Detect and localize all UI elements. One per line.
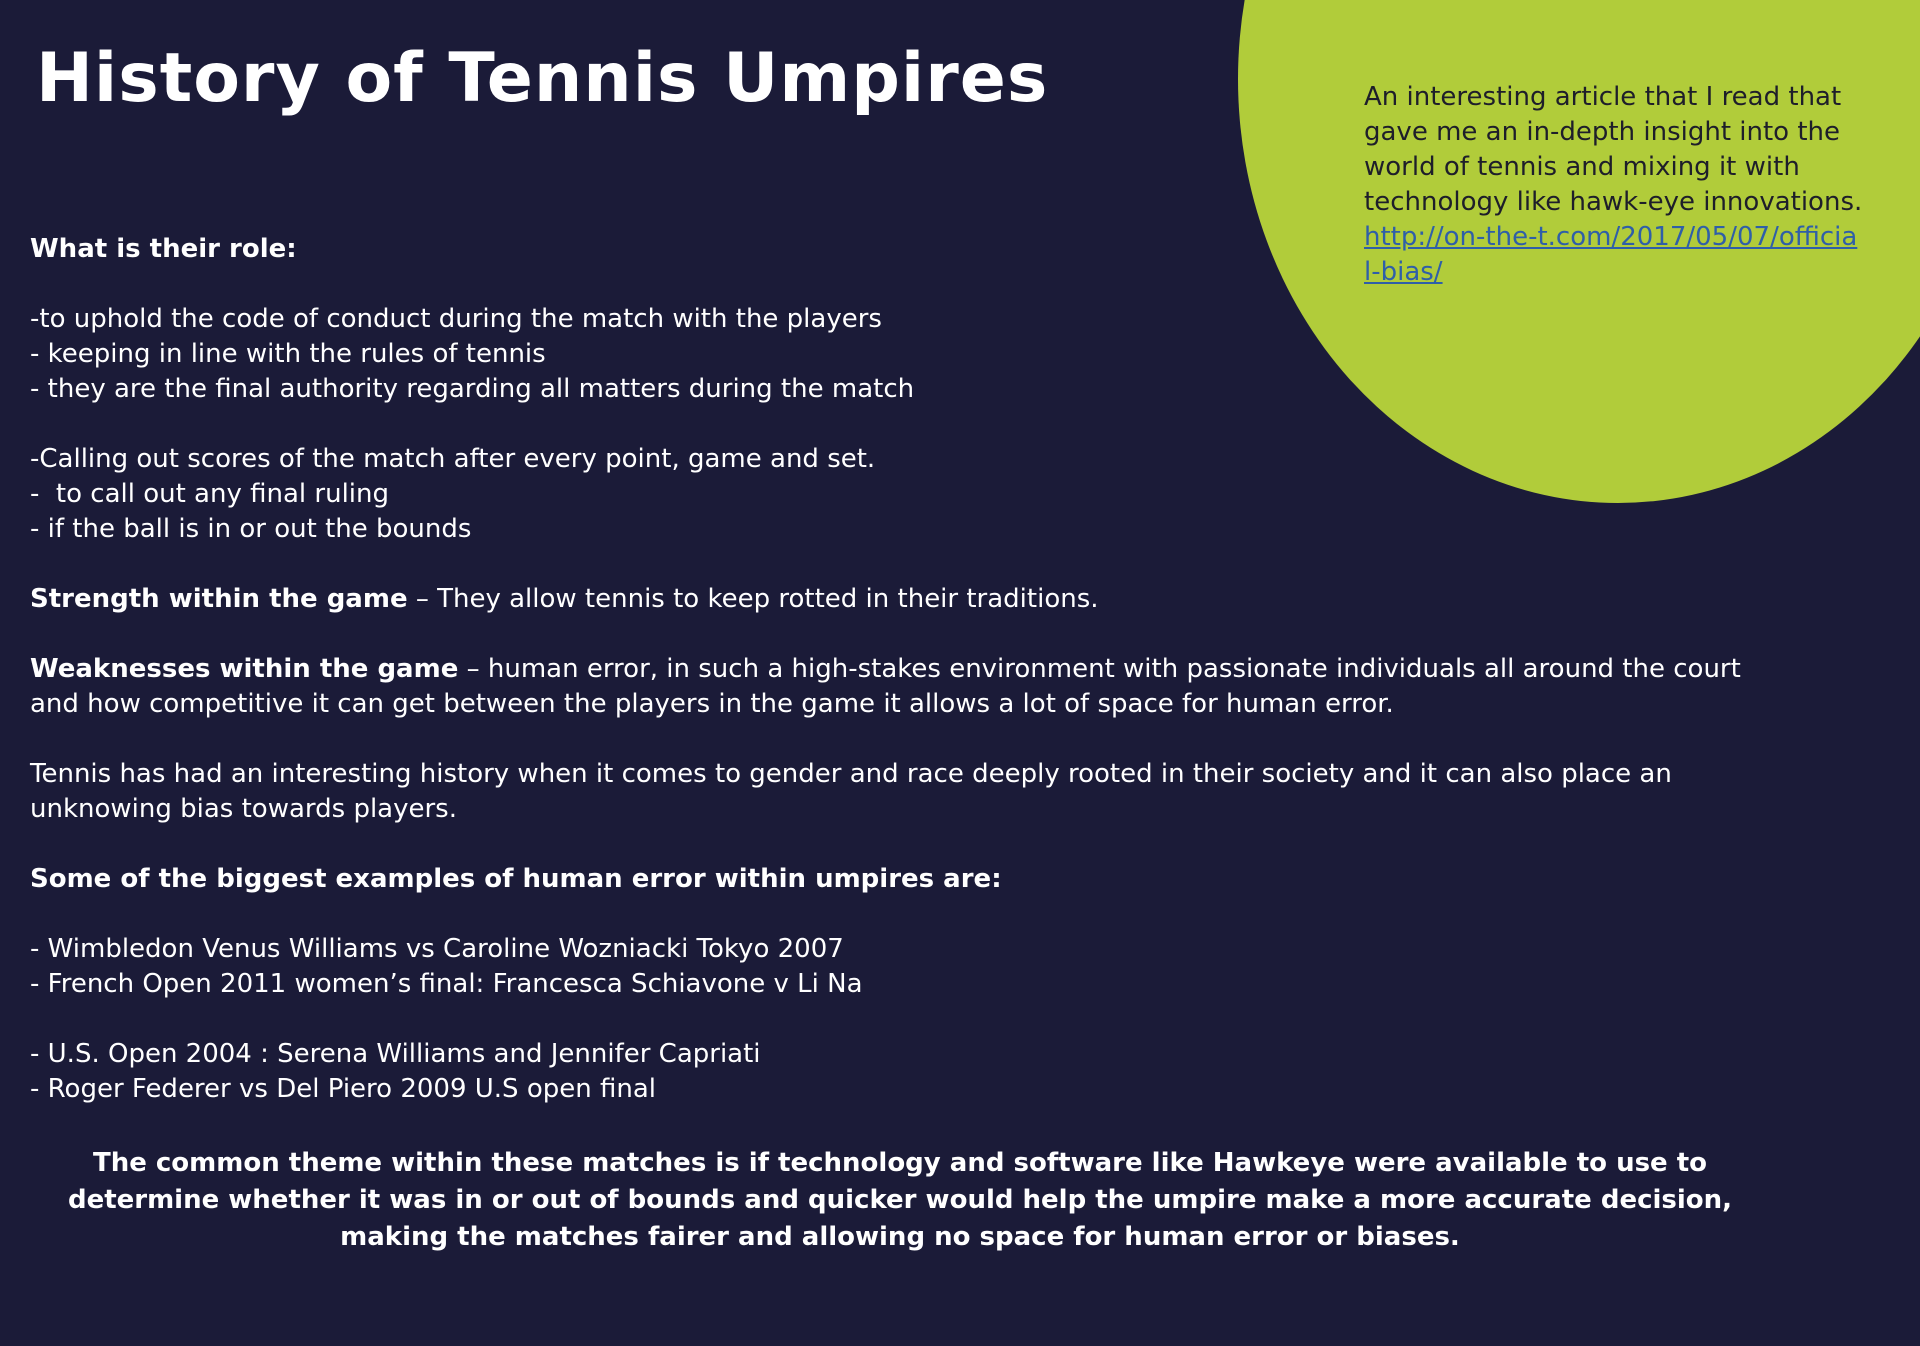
- example-item: - U.S. Open 2004 : Serena Williams and Jennifer Capriati: [30, 1039, 761, 1069]
- weaknesses-text: – human error, in such a high-stakes environment with passionate individuals all around the court and how competitive it can get between the players in the game it allows a lot of space for human error.: [30, 654, 1741, 719]
- history-paragraph: Tennis has had an interesting history when it comes to gender and race deeply rooted in their society and it can also place an unknowing bias towards players.: [30, 759, 1672, 824]
- main-content: [30, 232, 1770, 1107]
- example-item: - Wimbledon Venus Williams vs Caroline Wozniacki Tokyo 2007: [30, 934, 844, 964]
- example-item: - Roger Federer vs Del Piero 2009 U.S open final: [30, 1074, 656, 1104]
- strength-paragraph: [30, 582, 1770, 617]
- strength-text: – They allow tennis to keep rotted in their traditions.: [407, 584, 1099, 614]
- page-title: History of Tennis Umpires: [36, 39, 1049, 118]
- role-heading: What is their role:: [30, 234, 297, 264]
- examples-heading: Some of the biggest examples of human error within umpires are:: [30, 864, 1002, 894]
- article-note-text: An interesting article that I read that gave me an in-depth insight into the world of tennis and mixing it with technology like hawk-eye innovations.: [1364, 82, 1863, 217]
- article-link[interactable]: http://on-the-t.com/2017/05/07/official-bias/: [1364, 222, 1858, 287]
- role-item: -to uphold the code of conduct during the match with the players: [30, 304, 882, 334]
- role-item: - to call out any final ruling: [30, 479, 389, 509]
- strength-label: Strength within the game: [30, 584, 408, 614]
- weaknesses-paragraph: [30, 652, 1770, 722]
- role-item: - they are the final authority regarding all matters during the match: [30, 374, 915, 404]
- conclusion-paragraph: The common theme within these matches is if technology and software like Hawkeye were available to use to determine whether it was in or out of bounds and quicker would help the umpire make a more accurate decision, making the matches fairer and allowing no space for human error or biases.: [67, 1148, 1733, 1252]
- role-item: - if the ball is in or out the bounds: [30, 514, 472, 544]
- example-item: - French Open 2011 women’s final: Francesca Schiavone v Li Na: [30, 969, 863, 999]
- role-item: -Calling out scores of the match after every point, game and set.: [30, 444, 876, 474]
- weaknesses-label: Weaknesses within the game: [30, 654, 459, 684]
- role-item: - keeping in line with the rules of tennis: [30, 339, 546, 369]
